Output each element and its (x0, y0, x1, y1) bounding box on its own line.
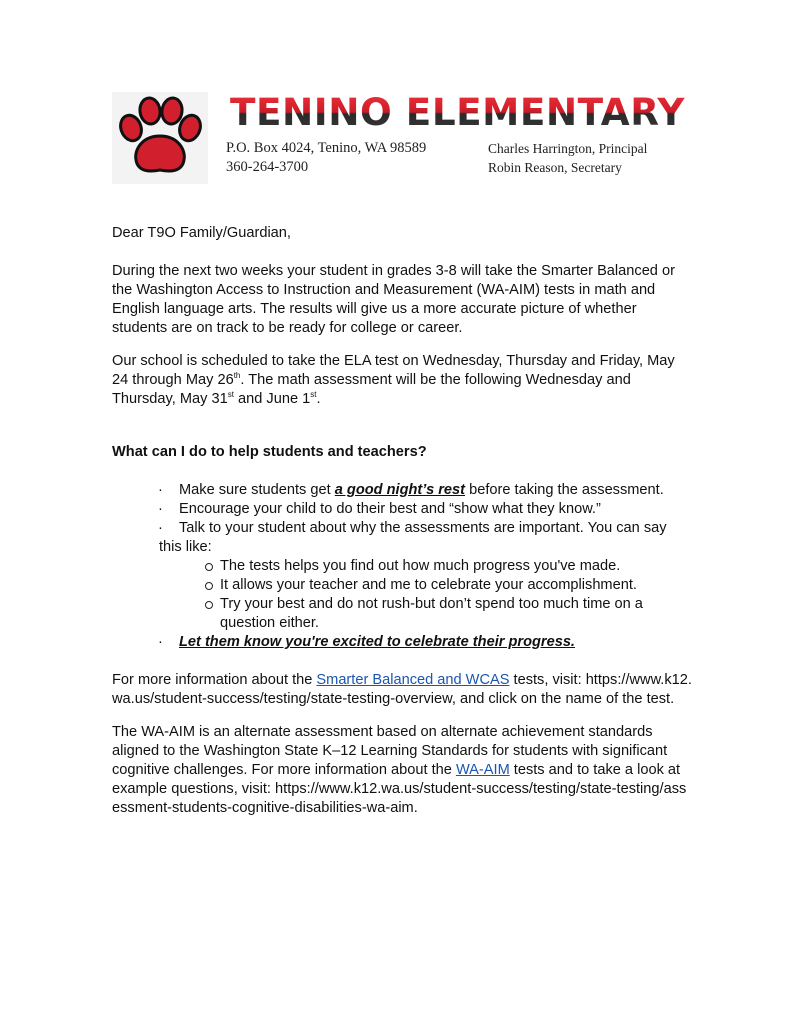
school-phone: 360-264-3700 (226, 159, 309, 175)
list-item: · Talk to your student about why the assessments are important. You can say this like: The tests helps you find out how much progress you've made. It allows your teacher and me to celebrate your accomplishment. Try your best and do not rush-but don’t spend too much time on a question either. (112, 519, 692, 633)
list-item: · Make sure students get a good night’s rest before taking the assessment. (158, 482, 664, 498)
smarter-balanced-link[interactable]: Smarter Balanced and WCAS (316, 672, 510, 688)
wa-aim-link[interactable]: WA-AIM (455, 762, 510, 778)
letter-body (112, 224, 692, 832)
more-info-paragraph: For more information about the Smarter Balanced and WCAS tests, visit: https://www.k12.wa.us/student-success/testing/state-testing-overview, and click on the name of the test. (112, 672, 692, 707)
letterhead (112, 88, 686, 188)
intro-paragraph: During the next two weeks your student in grades 3-8 will take the Smarter Balanced or the Washington Access to Instruction and Measurement (WA-AIM) tests in math and English language arts. The results will give us a more accurate picture of whether students are on track to be ready for college or career. (112, 263, 675, 336)
salutation: Dear T9O Family/Guardian, (112, 225, 291, 241)
list-item: · Let them know you're excited to celebrate their progress. (158, 634, 575, 650)
sub-list (112, 557, 692, 633)
help-heading: What can I do to help students and teachers? (112, 444, 427, 460)
schedule-paragraph: Our school is scheduled to take the ELA test on Wednesday, Thursday and Friday, May 24 through May 26th. The math assessment will be the following Wednesday and Thursday, May 31st and June 1st. (112, 353, 675, 407)
sub-list-item: It allows your teacher and me to celebrate your accomplishment. (112, 576, 692, 595)
sub-list-item: Try your best and do not rush-but don’t spend too much time on a question either. (112, 595, 692, 633)
school-address: P.O. Box 4024, Tenino, WA 98589 (226, 140, 427, 156)
wa-aim-paragraph: The WA-AIM is an alternate assessment based on alternate achievement standards aligned to the Washington State K–12 Learning Standards for students with significant cognitive challenges. For more information about the WA-AIM tests and to take a look at example questions, visit: https://www.k12.wa.us/student-success/testing/state-testing/assessment-students-cognitive-disabilities-wa-aim. (112, 724, 687, 816)
staff-contacts (488, 139, 647, 177)
paw-print-icon (112, 92, 208, 184)
principal-name: Charles Harrington, Principal (488, 141, 648, 156)
help-list (112, 481, 692, 652)
secretary-name: Robin Reason, Secretary (488, 160, 622, 175)
list-item: · Encourage your child to do their best and “show what they know.” (158, 501, 601, 517)
school-contact (226, 139, 426, 177)
sub-list-item: The tests helps you find out how much progress you've made. (112, 557, 692, 576)
school-name: TENINO ELEMENTARY (230, 91, 686, 134)
